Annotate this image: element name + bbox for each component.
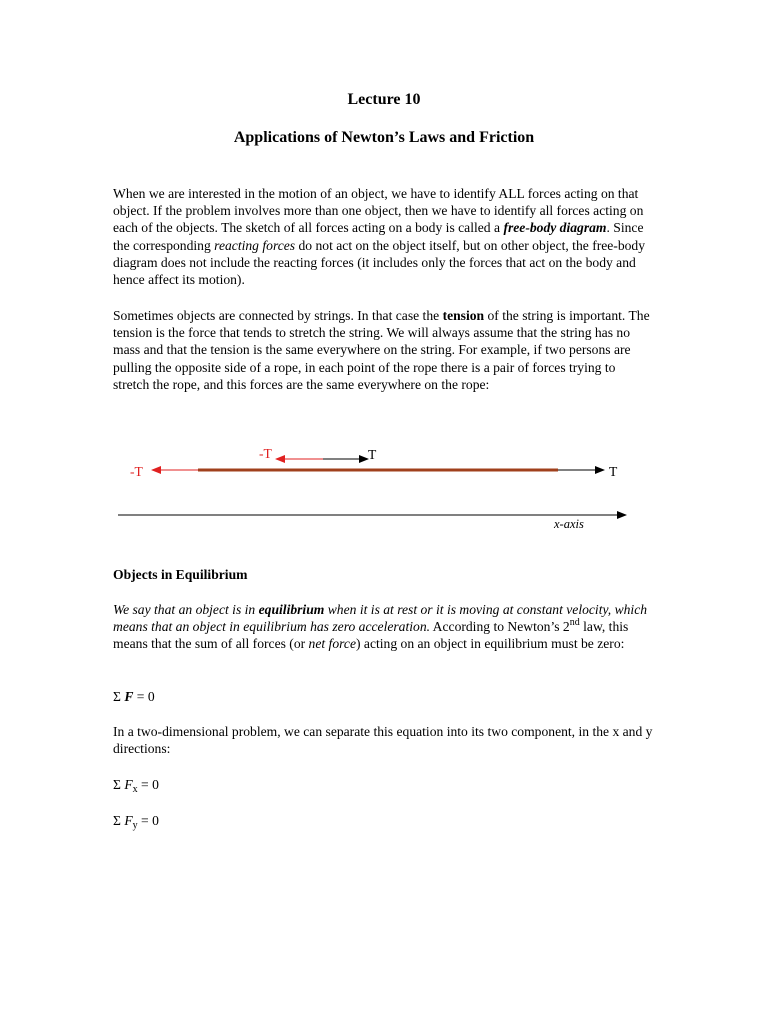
rope-tension-diagram bbox=[110, 440, 640, 535]
fx-equation bbox=[113, 776, 159, 794]
fy-subscript: y bbox=[132, 820, 138, 831]
sigma-symbol: Σ bbox=[113, 689, 125, 704]
free-body-diagram-term: free-body diagram bbox=[503, 220, 607, 236]
equilibrium-text-3: ) acting on an object in equilibrium must be zero: bbox=[355, 636, 625, 652]
tension-paragraph bbox=[113, 307, 653, 393]
fy-force-symbol: F bbox=[124, 813, 133, 828]
equilibrium-paragraph bbox=[113, 601, 653, 653]
fx-rhs: = 0 bbox=[137, 777, 159, 792]
tension-text-1: Sometimes objects are connected by strings. In that case the bbox=[113, 308, 443, 323]
fy-equation bbox=[113, 812, 159, 830]
intro-text-1: When we are interested in the motion of an object, we have to identify ALL forces acting on that object. If the problem involves more than one object, then we have to identify all forces acting on each of the objects. The sketch of all forces acting on a body is called a bbox=[113, 186, 644, 236]
net-force-term: net force bbox=[308, 636, 356, 652]
equilibrium-text-2: law, this means that the sum of all forces (or bbox=[113, 619, 629, 652]
label-minus-t-inner: -T bbox=[259, 446, 272, 461]
tension-term: tension bbox=[442, 308, 485, 323]
label-t-right: T bbox=[609, 464, 618, 479]
fy-sigma-symbol: Σ bbox=[113, 813, 125, 828]
intro-paragraph bbox=[113, 185, 653, 288]
intro-text-3: do not act on the object itself, but on other object, the free-body diagram does not include the reacting forces (it includes only the forces that act on the body and hence affect its motion). bbox=[113, 237, 646, 288]
ordinal-superscript: nd bbox=[569, 617, 580, 629]
label-minus-t-left: -T bbox=[130, 464, 143, 479]
x-axis-label: x-axis bbox=[554, 517, 584, 531]
lecture-title: Applications of Newton’s Laws and Friction bbox=[233, 129, 535, 146]
intro-text-2: . Since the corresponding bbox=[113, 220, 644, 253]
fx-sigma-symbol: Σ bbox=[113, 777, 125, 792]
reacting-forces-term: reacting forces bbox=[214, 237, 296, 253]
two-dimensional-paragraph: In a two-dimensional problem, we can separate this equation into its two component, in the x and y directions: bbox=[113, 724, 653, 757]
equilibrium-term: equilibrium bbox=[258, 602, 325, 617]
equation-rhs: = 0 bbox=[133, 689, 155, 704]
equilibrium-heading: Objects in Equilibrium bbox=[113, 567, 248, 582]
lecture-number: Lecture 10 bbox=[347, 91, 421, 108]
tension-text-2: of the string is important. The tension is the force that tends to stretch the string. We will always assume that the string has no mass and that the tension is the same everywhere on the string. For example, if two persons are pulling the opposite side of a rope, in each point of the rope there is a pair of forces trying to stretch the rope, and this forces are the same everywhere on the rope: bbox=[113, 308, 650, 392]
label-t-inner: T bbox=[368, 447, 377, 462]
equilibrium-italic-2: when it is at rest or it is moving at constant velocity, which means that an object in equilibrium has zero acceleration. bbox=[113, 602, 648, 635]
net-force-equation bbox=[113, 688, 155, 706]
fx-force-symbol: F bbox=[124, 777, 133, 792]
force-symbol: F bbox=[124, 689, 134, 704]
fy-rhs: = 0 bbox=[137, 813, 159, 828]
equilibrium-text-1: According to Newton’s 2 bbox=[430, 619, 570, 635]
fx-subscript: x bbox=[132, 784, 138, 795]
equilibrium-italic-1: We say that an object is in bbox=[113, 602, 259, 617]
